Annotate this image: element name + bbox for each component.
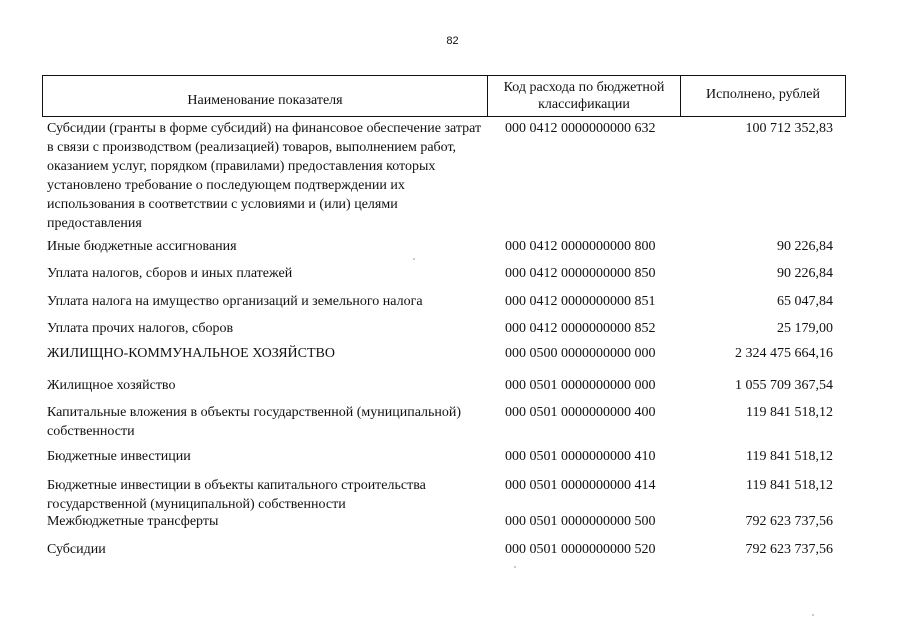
row-name: Жилищное хозяйство [47,378,176,393]
scan-speck [413,258,415,260]
row-name: Бюджетные инвестиции [47,449,191,464]
page-number: 82 [446,35,459,47]
row-name: Межбюджетные трансферты [47,514,219,529]
row-code: 000 0500 0000000000 000 [505,346,656,361]
scan-speck [514,566,516,568]
row-name: Уплата налога на имущество организаций и земельного налога [47,294,423,309]
row-amount: 65 047,84 [777,294,833,309]
row-amount: 119 841 518,12 [746,449,833,464]
row-name: Капитальные вложения в объекты государственной (муниципальной) собственности [47,405,462,439]
row-amount: 2 324 475 664,16 [735,346,833,361]
row-amount: 90 226,84 [777,239,833,254]
row-amount: 90 226,84 [777,266,833,281]
row-code: 000 0412 0000000000 850 [505,266,656,281]
row-code: 000 0501 0000000000 520 [505,542,656,557]
row-amount: 100 712 352,83 [745,121,833,136]
header-amount: Исполнено, рублей [706,86,820,102]
row-name: Иные бюджетные ассигнования [47,239,237,254]
row-amount: 119 841 518,12 [746,478,833,493]
row-amount: 792 623 737,56 [745,514,833,529]
row-name: Уплата прочих налогов, сборов [47,321,234,336]
row-name: Субсидии [47,542,106,557]
header-code: Код расхода по бюджетной классификации [488,76,681,116]
row-amount: 25 179,00 [777,321,833,336]
row-name: ЖИЛИЩНО-КОММУНАЛЬНОЕ ХОЗЯЙСТВО [47,346,335,361]
row-code: 000 0501 0000000000 414 [505,478,656,493]
row-code: 000 0412 0000000000 632 [505,121,656,136]
row-amount: 119 841 518,12 [746,405,833,420]
header-name: Наименование показателя [43,76,488,116]
row-code: 000 0412 0000000000 800 [505,239,656,254]
row-amount: 1 055 709 367,54 [735,378,833,393]
row-name: Уплата налогов, сборов и иных платежей [47,266,293,281]
row-amount: 792 623 737,56 [745,542,833,557]
row-code: 000 0501 0000000000 400 [505,405,656,420]
row-code: 000 0501 0000000000 500 [505,514,656,529]
row-code: 000 0412 0000000000 852 [505,321,656,336]
row-name: Субсидии (гранты в форме субсидий) на финансовое обеспечение затрат в связи с производством (реализацией) товаров, выполнением работ, оказанием услуг, порядком (правилами) предоставления которых установлено требование о последующем подтверждении их использования в соответствии с условиями и (или) целями предоставления [47,121,482,231]
table-header [42,75,846,117]
row-name: Бюджетные инвестиции в объекты капитального строительства государственной (муниципальной) собственности [47,478,426,512]
row-code: 000 0501 0000000000 410 [505,449,656,464]
row-code: 000 0412 0000000000 851 [505,294,656,309]
scan-speck [812,614,814,616]
row-code: 000 0501 0000000000 000 [505,378,656,393]
